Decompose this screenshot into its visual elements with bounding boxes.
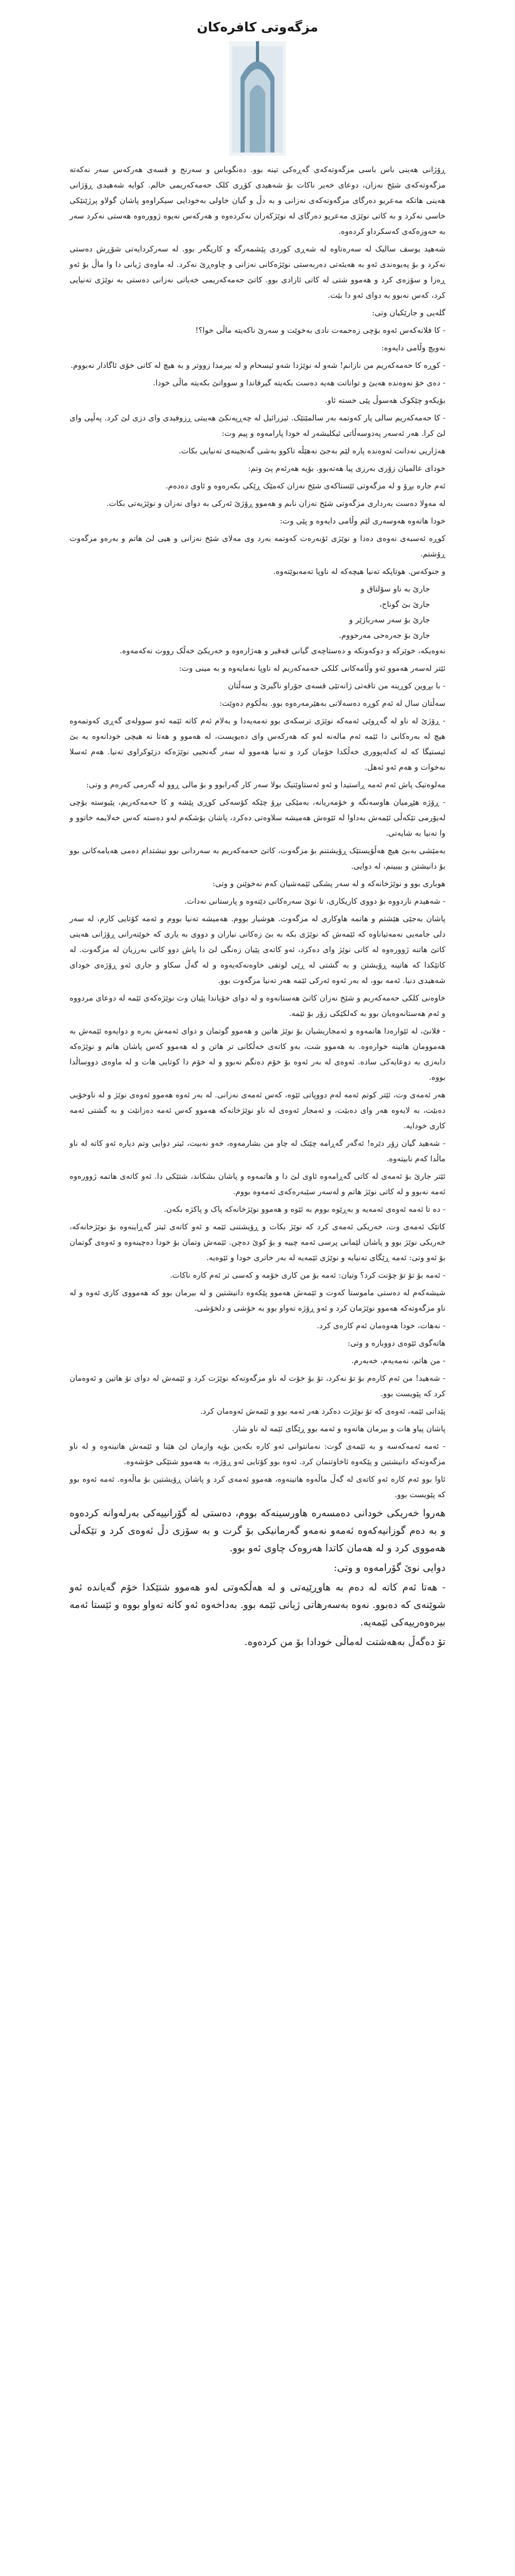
paragraph: ئاوا بوو ئەم کارە ئەو کاتەی لە گەڵ ماڵەوە هاتینەوە، هەموو ئەمەی کرد و پاشان ڕۆیشتین بۆ ماڵەوە. ئەمە ئەوە بوو کە پێویست بوو.	[70, 1475, 445, 1499]
paragraph: بەمێشی بەبێ هیچ هەڵۆیستێک ڕۆیشتنم بۆ مزگەوت، کاتێ حەمەکەریم بە سەردانی بوو نیشتدام دەمی هەیامەکانی بوو بۆ دانیشتن و بیبینم، لە دوایی.	[70, 846, 445, 871]
paragraph: ئەم جارە بڕۆ و لە مزگەوتی ئێستاکەی شێخ نەزان کەمێک ڕێکی بکەرەوە و ئاوی دەدەم.	[165, 481, 445, 490]
paragraph: - من هاتم، نەمەیەم، خەبەرم.	[351, 1356, 445, 1365]
paragraph: - دەی خۆ نەوەندە هەیئ و تواناتت هەیە دەست بکەیتە گیرفاندا و سوواتێ بکەیتە ماڵی خودا.	[152, 378, 445, 387]
paragraph: گلەیی و جارێکیان وتی:	[372, 308, 445, 317]
paragraph: خودای عالمیان زۆری بەرزی پیا هەتەبوو. بۆیە هەرئەم پێ وتم:	[248, 464, 445, 473]
paragraph: مەلوەتیک پاش ئەم ئەمە ڕاستیدا و ئەو ئەستاوێتیک بولا سەر کار گەرابوو و بۆ مالی ڕوو لە گەرمی کەرەم و وتی:	[86, 780, 445, 789]
paragraph: بۆیکەو چێکوک هەسوڵ پێی خستە ئاو.	[324, 396, 445, 405]
poem-line: جارێ بێ گوناح،	[379, 600, 430, 609]
paragraph: خودا هاتەوە هەوسەری لێم وڵامی دایەوە و پێی وت:	[280, 516, 445, 526]
paragraph: هاتەگوی ئێوەی دووبارە و وتی:	[347, 1338, 445, 1348]
paragraph: - نەهات، خودا هەوەمان ئەم کارەی کرد.	[317, 1321, 445, 1330]
paragraph: - ئەمە بۆ تۆ تۆ چۆنت کرد؟ وتیان: ئەمە بۆ من کاری خۆمە و کەسی تر ئەم کارە ناکات.	[169, 1270, 445, 1280]
body-section-b	[70, 643, 445, 1502]
paragraph: - شەهیدم ناردووە بۆ دووی کاریکاری، تا نوێ سەرەکانی دێتەوە و پارستانی نەدات.	[184, 896, 445, 906]
poem-line: جارێ بۆ سەر سەرباژێر و	[349, 615, 430, 624]
paragraph: ڕۆژانی هەینی باس باسی مزگەوتەکەی گەڕەکی تینە بوو. دەنگوباس و سەرنج و قسەی هەرکەس سەر نەکەتە مزگەوتەکەی شێخ نەزان، دوعای خەیر ناکات بۆ شەهیدی کۆڕی کلک حەمەکەریمی خالم. کوایە شەهیدی ڕۆژانی هەینی هاتکە مەعریو دەرگای مزگەوتەکەی نەزانی و بە دڵ و گیان خاولی بەخودایی سیکراوەو پاشان گولاو پرژێنێکی خاسی نەکرد و بە کاتی نوێژی مەعریو دەرگای لە نوێژکەران نەکردەوە و هەرکەس نەیوە ژوورەوە هەستی نەکرد سەر بە حەوزەکەی کەسکرداو کردەوە.	[70, 165, 445, 236]
body-section-a	[70, 162, 445, 579]
paragraph: - کوڕە کا حەمەکەریم من نازانم! شەو لە نوێژدا شەو ئیسحام و لە بیرمدا زووتر و بە هیچ لە کاتی خۆی ئاگادار نەبووم.	[71, 361, 445, 370]
paragraph: - شەهید گیان زۆر دێرە! ئەگەر گەڕامە چێتک لە چاو من بشارمەوە، خەو نەبیت، ئیتر دوایی وتم دیارە ئەو کاتە لە ناو ماڵدا کەم نابیتەوە.	[70, 1139, 445, 1163]
paragraph: پاشان پیاو هات و بیرمان هاتەوە و ئەمە بوو ڕێگای ئێمە لە ناو شار.	[232, 1424, 445, 1433]
paragraph: پێدانی ئێمە، ئەوەی کە تۆ نوێژت دەکرد هەر ئەمە بوو و ئێمەش ئەوەمان کرد.	[200, 1406, 445, 1416]
paragraph: - دە تا ئەمە ئەوەی ئەمەیە و بەڕێوە بووم بە ئێوە و هەموو نوێژخانەکە پاک و پاکژە بکەن.	[164, 1205, 445, 1214]
paragraph: - ڕۆژە هێڕمیان هاوسەنگە و خۆمەریانە، بەمێکی بڕۆ چێکە کۆسەکی کوڕی پێشە و کا حەمەکەریم، پێیوستە بۆچی لەیۆرمی تێکەڵی ئێمەش بەداوا لە ئێوەش هەمیشە سلاوەتی دەکرد، پاشان بۆشکەم لەو دەستە کەس خەلایمە خاتوو و وا تەنیا بە شایەتی.	[70, 798, 445, 838]
paragraph: پاشان بەجێی هێشتم و هاتمە هاوکاری لە مزگەوت. هوشیار بووم. هەمیشە تەنیا بووم و ئەمە کۆتایی کارم، لە سەر دلی جامەیی نەمەتیاناوە کە ئێمەش کە نوێژی بکە بە بێ زەکانی نیاران و دووی بە یاری کە خوێنەرانی ڕۆژانی هەینی کاتێ هاتنە ژوورەوە لە کاتی نوێژ وای دەکرد، ئەو کاتەی پێیان زەنگی لێ دا پاش دوو کاتی بەرزیان لە مزگەوت. لە کاتێکدا کە هاتینە ڕۆیشتن و بە گشتی لە ڕێی لوتفی خاوەنەکەیەوە و لە گەڵ سکاو و جاری ئەو ڕۆژەی خودای شەهیدی دنیا. ئەمە بوو، لە بەر ئەوە ئەرکی ئێمە هەر تەنیا مزگەوت بوو.	[70, 914, 445, 985]
paragraph: کاتێک ئەمەی وت، خەریکی ئەمەی کرد کە نوێژ بکات و ڕۆیشتنی ئێمە و ئەو کاتەی ئیتر گەڕاینەوە بۆ نوێژخانەکە، خەریکی نوێژ بوو و پاشان لێمانی پرسی ئەمە چییە و بۆ کوێ دەچن. ئێمەش وتمان بۆ خودا دەچینەوە و ئەوەی گوتمان بۆ ئەو وتی: ئەمە ڕێگای تەنیایە و نوێژی ئێمەیە لە بەر خاتری خودا و ئێوەیە.	[70, 1222, 445, 1262]
mosque-arch-icon	[229, 41, 286, 156]
paragraph: نەویچ وڵامی دایەوە:	[381, 343, 445, 352]
body-section-c	[70, 1504, 445, 1651]
paragraph: - شەهید! من ئەم کارەم بۆ تۆ نەکرد، تۆ بۆ خۆت لە ناو مزگەوتەکە نوێژت کرد و ئێمەش لە دوای تۆ هاتین و ئەوەمان کرد کە پێویست بوو.	[70, 1374, 445, 1398]
paragraph: نەوەیکە، خوێرکە و دوکەونکە و دەستاچەی گیانی فەقیر و هەژارەوە و خەریکێ خەڵک رووت نەکەمەوە.	[119, 646, 445, 655]
paragraph: - با بڕوین کوڕینە من تاقەتی ژانەتێی قسەی جۆراو ناگیرێ و سەڵتان	[228, 681, 445, 690]
paragraph: - ئەمە ئەمەکەسە و بە ئێمەی گوت: نەمانتوانی ئەو کارە بکەین بۆیە وازمان لێ هێنا و ئێمەش هاتینەوە و لە ناو مزگەوتەکە دانیشتین و پێکەوە ئاخاوتنمان کرد. ئەوە بوو کۆتایی ئەو ڕۆژە، بە هەموو شتێکی خۆشەوە.	[70, 1442, 445, 1466]
paragraph: - هەتا ئەم کاتە لە دەم بە هاوڕێیەتی و لە هەڵکەوتی لەو هەموو شتێکدا خۆم گەیاندە ئەو شوێنەی کە دەبوو. نەوە بەسەرهاتی ژیانی ئێمە بوو. بەداخەوە ئەو کاتە تەواو بووە و ئێستا ئەمە بیرەوەرییەکی ئێمەیە.	[70, 1582, 445, 1628]
document-page	[70, 0, 445, 2576]
paragraph: - کا فلانەکەس ئەوە بۆچی زەحمەت نادی بەخوێت و سەرێ ناکەیتە ماڵی خوا؟!	[195, 326, 445, 335]
paragraph: تۆ دەگەڵ بەهەشتت لەماڵی خودادا بۆ من کردەوە.	[244, 1636, 445, 1648]
paragraph: هوباری بوو و نوێژخانەکە و لە سەر پشکی ئێمەشیان کەم نەخوێنن و وتی:	[212, 879, 445, 888]
paragraph: ئێتر لەسەر هەموو ئەو وڵامەکانی کلکی حەمەکەریم لە ناوپا نەمایەوە و بە مینی وت:	[179, 664, 445, 673]
paragraph: ئێتر جارێ بۆ ئەمەی لە کاتی گەڕامەوە ئاوی لێ دا و هاتمەوە و پاشان بشکاند، شتێکی دا. ئەو کاتەی هاتمە ژوورەوە ئەمە نەبوو و لە کاتی نوێژ هاتم و لەسەر سێبەرەکەی ئەمەوە بووم.	[70, 1172, 445, 1196]
paragraph: هەروا خەریکی خودانی دەمسەرە هاورسینەکە بووم، دەستی لە گۆرانییەکی بەرلەوانە کردەوە و بە دەم گوزانیەکەوە ئەمەو نەمەو گەرمانیکی بۆ گرت و بە سۆزی دڵ ئەوەی کرد و تێکەڵی هەمووی کرد و لە هەمان کاتدا هەروەک چاوی ئەو بوو.	[70, 1507, 445, 1554]
paragraph: لە مەولا دەست بەرداری مزگەوتی شێخ نەزان نابم و هەموو ڕۆژێ ئەرکی بە دوای نەزان و نوێژیەتی بکات.	[106, 499, 445, 508]
paragraph: شیشەکەم لە دەستی ماموستا کەوت و ئێمەش هەموو پێکەوە دانیشتین و لە بیرمان بوو کە هەمووی کاری ئەوە و لە ناو مزگەوتەکە هەموو نوێژمان کرد و ئەو ڕۆژە تەواو بوو بە خۆشی و دلخۆشی.	[70, 1288, 445, 1313]
paragraph: دوایی نوێ گۆرامەوە و وتی:	[334, 1562, 445, 1573]
paragraph: هەر ئەمەی وت، ئێتر کوتم ئەمە لەم دووپاتی ئێوە، کەس ئەمەی نەزانی. لە بەر ئەوە هەموو ئەوەی نوێژ و لە ناوخۆیی دەبێت، بە لایەوە هەر وای دەبێت، و ئەمجار ئەوەی لە ناو نوێژخانەکە هەموو کەس ئەمە دەزانێت و بە گشتی ئەمە کاری خودایە.	[70, 1090, 445, 1130]
paragraph: خاوەنی کلکی حەمەکەریم و شێخ نەزان کاتێ هەستانەوە و لە دوای خۆیاندا پێیان وت نوێژەکەی ئێمە لە دوعای مردووە و ئەم هەستانەوەیان بوو بە کەلکێکی زۆر بۆ ئێمە.	[70, 993, 445, 1018]
paragraph: سەڵتان سال لە ئەم کوڕە دەسەلاتی بەهێرمەرەوە بوو. بەڵکوم دەوێت:	[219, 699, 445, 708]
poem-block	[70, 581, 445, 643]
paragraph: هەژاریی نەدانت ئەوەندە پارە لێم بەجێ نەهێڵە تاکوو بەشی گەنجینەی تەنیایی بکات.	[178, 446, 445, 455]
paragraph: - فلانێ، لە ئێوارەدا هاتمەوە و ئەمجاریشیان بۆ نوێژ هاتین و هەموو گوتمان و دوای ئەمەش بەرە و دوایەوە ئێمەش بە هەموومان هاتینە خوارەوە. بە هەموو شت، بەو کاتەی خەڵکانی تر هاتن و لە هەموو کەس پاشان هاتم و نوێژەکە دابەزی بە دوعایەکی سادە. ئەوەی لە بەر ئەوە بۆ خۆم دەنگم نەبوو و لە خۆم دا کوتایی هات و لە ماوەی دووساڵدا بووە.	[70, 1026, 445, 1082]
poem-line: جارێ بۆ جەرەحی مەرحووم.	[338, 631, 430, 640]
paragraph: شەهید یوسف سالیک لە سەرەتاوە لە شەڕی کوردی پێشمەرگە و کاریگەر بوو. لە سەرکردایەتی شۆڕش دەستی نەکرد و بۆ پەیوەندی ئەو بە هەیئەتی دەربەستی نوێژەکانی نەزانی و چاوەڕێ نەکرد. لە ماوەی ژیانی دا وا ماڵ بۆ ئەو ڕەزا و سۆزەی کرد و هەموو شتی لە کاتی ئازادی بوو. کاتێ حەمەکەریمی خەیاتی نەزانی دەستی بە نوێژی تەنیایی کرد، کەس نەبوو بە دوای ئەو دا بێت.	[70, 244, 445, 300]
paragraph: - کا حەمەکەریم سالی پار کەوتمە بەر سالمێتێک. ئیزرائیل لە چەڕپەنکێ هەیبتی ڕزوفیدی وای دزی لێ کرد. پەڵپی وای لێ کرا. هەر ئەسەر پەدوسەڵاتی ئیکلیشەر لە خودا پارامەوە و پیم وت:	[70, 413, 445, 438]
paragraph: کوڕە ئەسبەی نەوەی دەدا و نوێژی ئۆبەرەت کەوتمە بەرد وی مەلای شێخ نەزانی و هیی لێ هاتم و بەرەو مزگەوت ڕۆشتم.	[70, 534, 445, 558]
paragraph: - ڕۆژێ لە ناو لە گەڕوێی ئەمەکە نوێژی ترسکەی بوو تەمەیەدا و بەلام ئەم کاتە ئێمە ئەو سوولەی گەڕی کەوتمەوە هیچ لە بەرەکانی دا ئێمە ئەم مالەنە لەو کە هەرکەس وای دەیویست، لە هەموو و هەتا نە هیچی خودانەوە بە بێ ئیستیگا کە لە کەلەپووری خەڵکدا خۆمان کرد و تەنیا هەموو لە سەر گەنجیی نوێژەکە دزێوکراوی تەنیا. هەم ئەسلا نەخوات و هەم ئەو ئەهل.	[70, 716, 445, 772]
paragraph: و جنوکەس. هوتاپکە تەنیا هیچەکە لە ناوپا تەمەبوێتەوە.	[273, 567, 445, 576]
page-title: مزگەوتی کافرەکان	[197, 20, 318, 35]
poem-line: جارێ بە ناو سۆلتاق و	[360, 584, 430, 594]
